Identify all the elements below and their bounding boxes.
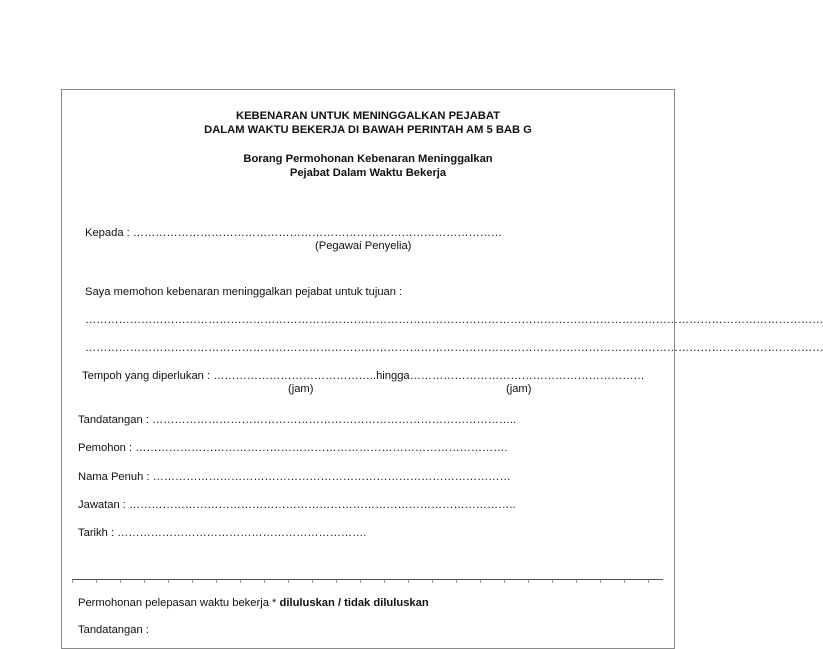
kepada-field: Kepada : ……………………………………………………………………………………… bbox=[85, 227, 503, 239]
divider-ticks bbox=[72, 580, 663, 583]
tempoh-jam-end: (jam) bbox=[506, 383, 532, 395]
purpose-dotted-line-1: ……………………………………………………………………………………………………………………………………………………………………………… bbox=[85, 314, 823, 326]
approval-statement bbox=[78, 597, 429, 610]
form-subtitle-line-1: Borang Permohonan Kebenaran Meninggalkan bbox=[243, 153, 493, 165]
form-subtitle-line-2: Pejabat Dalam Waktu Bekerja bbox=[289, 167, 447, 179]
approval-tandatangan: Tandatangan : bbox=[78, 624, 149, 636]
approval-text: Permohonan pelepasan waktu bekerja * bbox=[78, 597, 280, 609]
purpose-dotted-line-2: ……………………………………………………………………………………………………………………………………………………………………………… bbox=[85, 342, 823, 354]
tarikh-field: Tarikh : …………………………………………………………. bbox=[78, 527, 367, 539]
jawatan-field: Jawatan : ………………………………………………………………………………………….. bbox=[78, 499, 516, 511]
pemohon-field: Pemohon : ………………………………………………………………………………………. bbox=[78, 442, 508, 454]
form-title-line-1: KEBENARAN UNTUK MENINGGALKAN PEJABAT bbox=[236, 110, 500, 122]
nama-penuh-field: Nama Penuh : …………………………………………………………………………………… bbox=[78, 471, 511, 483]
form-title-line-2: DALAM WAKTU BEKERJA DI BAWAH PERINTAH AM 5 BAB G bbox=[204, 124, 532, 136]
purpose-label: Saya memohon kebenaran meninggalkan pejabat untuk tujuan : bbox=[85, 286, 403, 298]
tempoh-jam-start: (jam) bbox=[288, 383, 314, 395]
approval-options: diluluskan / tidak diluluskan bbox=[279, 597, 429, 609]
tempoh-field: Tempoh yang diperlukan : ……………………………………..hingga……………………………………………………… bbox=[82, 370, 645, 382]
tandatangan-field: Tandatangan : …………………………………………………………………………………….. bbox=[78, 414, 517, 426]
kepada-note: (Pegawai Penyelia) bbox=[315, 240, 412, 252]
